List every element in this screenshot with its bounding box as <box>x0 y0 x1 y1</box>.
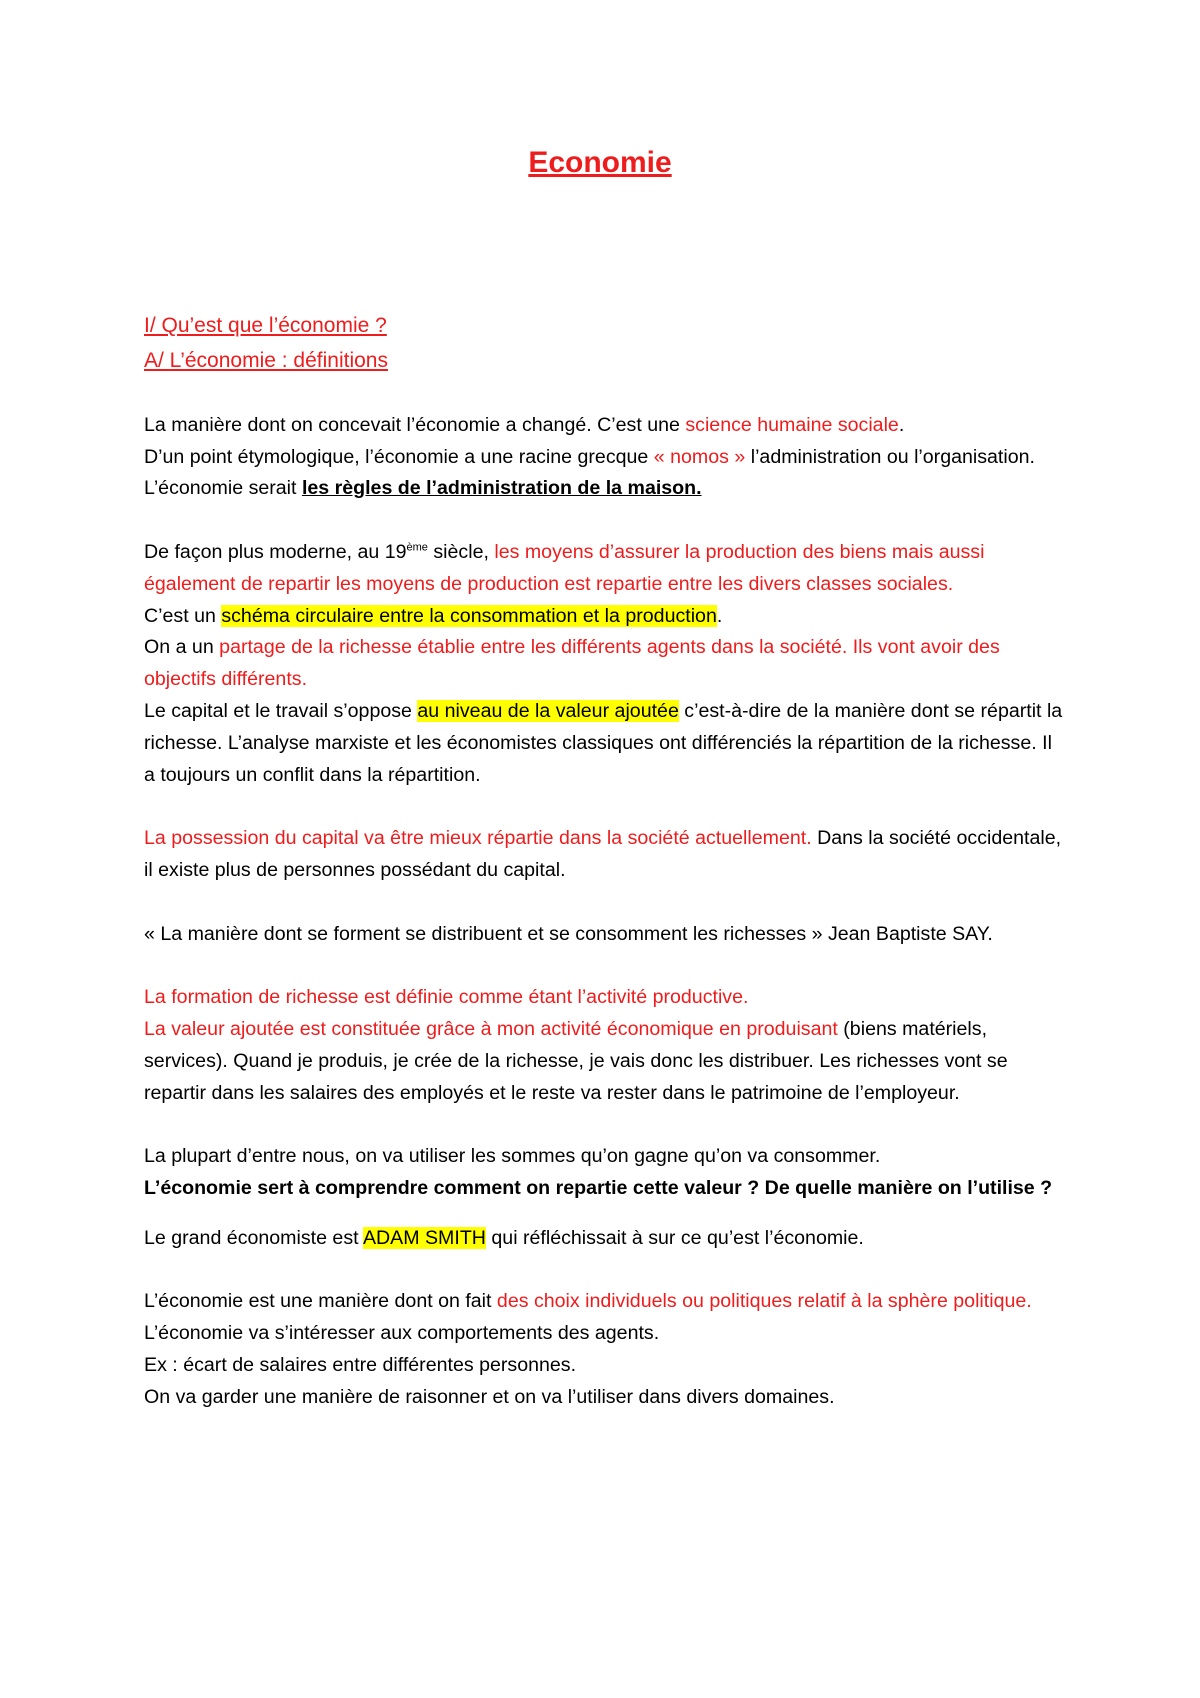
paragraph-7 <box>144 823 1064 887</box>
paragraph-14 <box>144 1286 1064 1350</box>
text-run: (biens matériels, services). Quand je produis, je crée de la richesse, je vais donc les distribuer. Les richesses vont se repartir dans les salaires des employés et le reste va rester dans le patrimoine de l’employeur. <box>144 1017 1008 1104</box>
text-run: C’est un <box>144 604 222 627</box>
red-text-run: partage de la richesse établie entre les différents agents dans la société. Ils vont avoir des objectifs différents. <box>144 636 1000 691</box>
paragraph-2 <box>144 442 1064 506</box>
paragraph-8-quote: « La manière dont se forment se distribuent et se consomment les richesses » Jean Baptiste SAY. <box>144 922 993 945</box>
highlighted-text-run: schéma circulaire entre la consommation et la production <box>221 604 717 627</box>
text-run: La manière dont on concevait l’économie a changé. C’est une <box>144 413 686 436</box>
red-text-run: « nomos » <box>653 445 746 468</box>
underlined-text-run: les règles de l’administration de la maison. <box>301 477 702 500</box>
red-text-run: les moyens d’assurer la production des biens mais aussi également de repartir les moyens de production est repartie entre les divers classes sociales. <box>144 540 985 595</box>
paragraph-1 <box>144 410 1064 442</box>
highlighted-text-run: au niveau de la valeur ajoutée <box>417 699 679 722</box>
section-heading-2: A/ L’économie : définitions <box>144 349 388 372</box>
paragraph-5 <box>144 632 1064 696</box>
text-run: L’économie va s’intéresser aux comportements des agents. <box>144 1322 660 1345</box>
text-run: On a un <box>144 636 220 659</box>
paragraph-13 <box>144 1223 1064 1255</box>
text-run: Le grand économiste est <box>144 1226 363 1249</box>
red-text-run: des choix individuels ou politiques relatif à la sphère politique. <box>496 1290 1032 1313</box>
text-run: siècle, <box>427 540 495 563</box>
text-run: l’administration ou l’organisation. L’économie serait <box>144 445 1035 500</box>
paragraph-9: La formation de richesse est définie comme étant l’activité productive. <box>144 986 749 1009</box>
highlighted-text-run: ADAM SMITH <box>362 1226 486 1249</box>
text-run: Dans la société occidentale, il existe plus de personnes possédant du capital. <box>144 827 1062 881</box>
paragraph-4 <box>144 601 1064 633</box>
text-run: . <box>898 413 905 436</box>
paragraph-3 <box>144 537 1064 601</box>
text-run: L’économie est une manière dont on fait <box>144 1290 497 1313</box>
section-heading-1: I/ Qu’est que l’économie ? <box>144 314 387 337</box>
paragraph-10 <box>144 1014 1064 1109</box>
text-run: qui réfléchissait à sur ce qu’est l’économie. <box>485 1226 864 1249</box>
text-run: De façon plus moderne, au 19 <box>144 540 407 563</box>
paragraph-11: La plupart d’entre nous, on va utiliser les sommes qu’on gagne qu’on va consommer. <box>144 1145 881 1168</box>
red-text-run: science humaine sociale <box>685 413 899 436</box>
text-run: Le capital et le travail s’oppose <box>144 699 418 722</box>
superscript: ème <box>406 541 428 554</box>
paragraph-16: On va garder une manière de raisonner et on va l’utiliser dans divers domaines. <box>144 1385 835 1408</box>
text-run: c’est-à-dire de la manière dont se répartit la richesse. L’analyse marxiste et les économistes classiques ont différenciés la répartition de la richesse. Il a toujours un conflit dans la répartition. <box>144 699 1063 786</box>
document-body <box>144 308 1064 1414</box>
document-title: Economie <box>528 146 672 179</box>
text-run: D’un point étymologique, l’économie a une racine grecque <box>144 445 654 468</box>
text-run: . <box>716 604 723 627</box>
red-text-run: La valeur ajoutée est constituée grâce à mon activité économique en produisant <box>144 1017 838 1040</box>
red-text-run: La possession du capital va être mieux répartie dans la société actuellement. <box>144 827 812 850</box>
paragraph-15-example: Ex : écart de salaires entre différentes personnes. <box>144 1353 577 1376</box>
paragraph-6 <box>144 696 1064 791</box>
paragraph-12-bold: L’économie sert à comprendre comment on repartie cette valeur ? De quelle manière on l’utilise ? <box>144 1176 1053 1199</box>
